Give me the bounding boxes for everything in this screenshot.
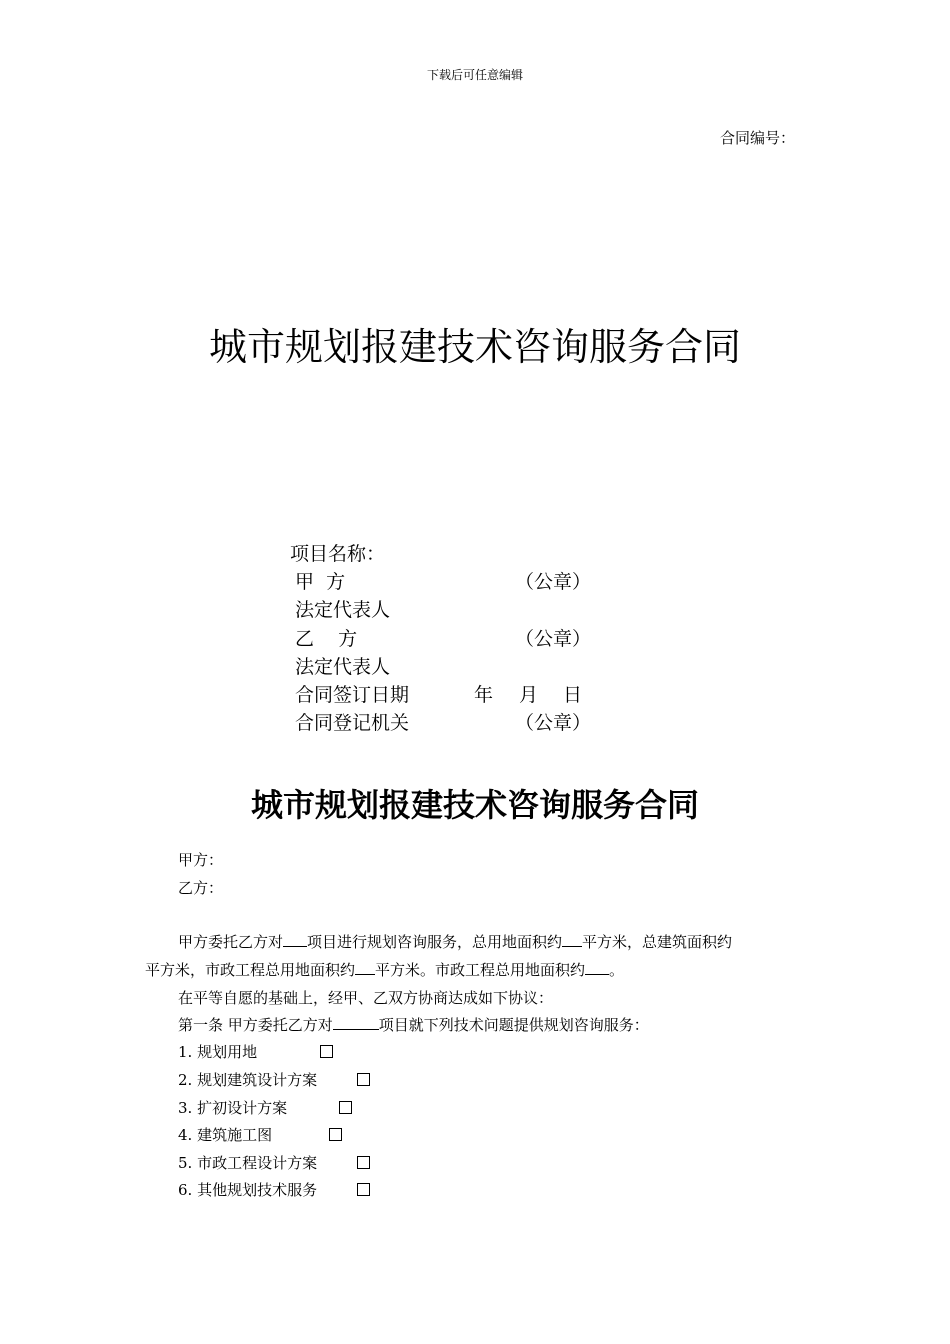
party-b-label: 乙 方	[295, 628, 358, 650]
month-label: 月	[519, 684, 539, 706]
year-label: 年	[474, 684, 494, 706]
paragraph-1-line-1	[178, 931, 732, 952]
day-label: 日	[563, 684, 583, 706]
article-1-text-a: 第一条 甲方委托乙方对	[178, 1016, 333, 1034]
p1-text-d: 平方米，市政工程总用地面积约	[145, 961, 356, 979]
checkbox-preliminary-design[interactable]	[339, 1101, 352, 1114]
service-item: 6. 其他规划技术服务	[178, 1181, 318, 1199]
checkbox-planning-land[interactable]	[320, 1045, 333, 1058]
party-b-seal: （公章）	[515, 628, 592, 650]
party-b-line: 乙方：	[178, 879, 224, 897]
sign-date-label: 合同签订日期	[295, 684, 410, 706]
project-name-label: 项目名称：	[290, 543, 386, 565]
article-1	[178, 1014, 649, 1035]
service-item: 1. 规划用地	[178, 1043, 258, 1061]
party-a-label: 甲 方	[295, 571, 346, 593]
party-a-seal: （公章）	[515, 571, 592, 593]
p1-text-e: 平方米。市政工程总用地面积约	[375, 961, 586, 979]
party-a-line: 甲方：	[178, 851, 224, 869]
cover-title: 城市规划报建技术咨询服务合同	[208, 325, 741, 369]
blank-municipal-area-2	[585, 962, 609, 975]
blank-article-1-project	[333, 1017, 379, 1030]
paragraph-1-line-2	[145, 959, 624, 980]
blank-municipal-area	[355, 962, 375, 975]
contract-number-label: 合同编号：	[720, 129, 796, 147]
service-item: 5. 市政工程设计方案	[178, 1154, 318, 1172]
checkbox-other-services[interactable]	[357, 1183, 370, 1196]
p1-text-c: 平方米，总建筑面积约	[582, 933, 733, 951]
header-note: 下载后可任意编辑	[426, 68, 523, 82]
article-1-text-b: 项目就下列技术问题提供规划咨询服务：	[378, 1016, 649, 1034]
party-a-rep-label: 法定代表人	[295, 599, 391, 621]
service-item: 3. 扩初设计方案	[178, 1099, 288, 1117]
checkbox-municipal-design[interactable]	[357, 1156, 370, 1169]
blank-project-name	[283, 934, 307, 947]
blank-land-area	[562, 934, 582, 947]
paragraph-2: 在平等自愿的基础上，经甲、乙双方协商达成如下协议：	[178, 989, 554, 1007]
checkbox-architectural-design[interactable]	[357, 1073, 370, 1086]
registry-label: 合同登记机关	[295, 712, 410, 734]
contract-title: 城市规划报建技术咨询服务合同	[250, 786, 699, 824]
checkbox-construction-drawings[interactable]	[329, 1128, 342, 1141]
p1-text-a: 甲方委托乙方对	[178, 933, 284, 951]
p1-text-b: 项目进行规划咨询服务，总用地面积约	[307, 933, 563, 951]
p1-text-f: 。	[609, 961, 625, 979]
service-item: 2. 规划建筑设计方案	[178, 1071, 318, 1089]
party-b-rep-label: 法定代表人	[295, 656, 391, 678]
registry-seal: （公章）	[515, 712, 592, 734]
service-item: 4. 建筑施工图	[178, 1126, 273, 1144]
